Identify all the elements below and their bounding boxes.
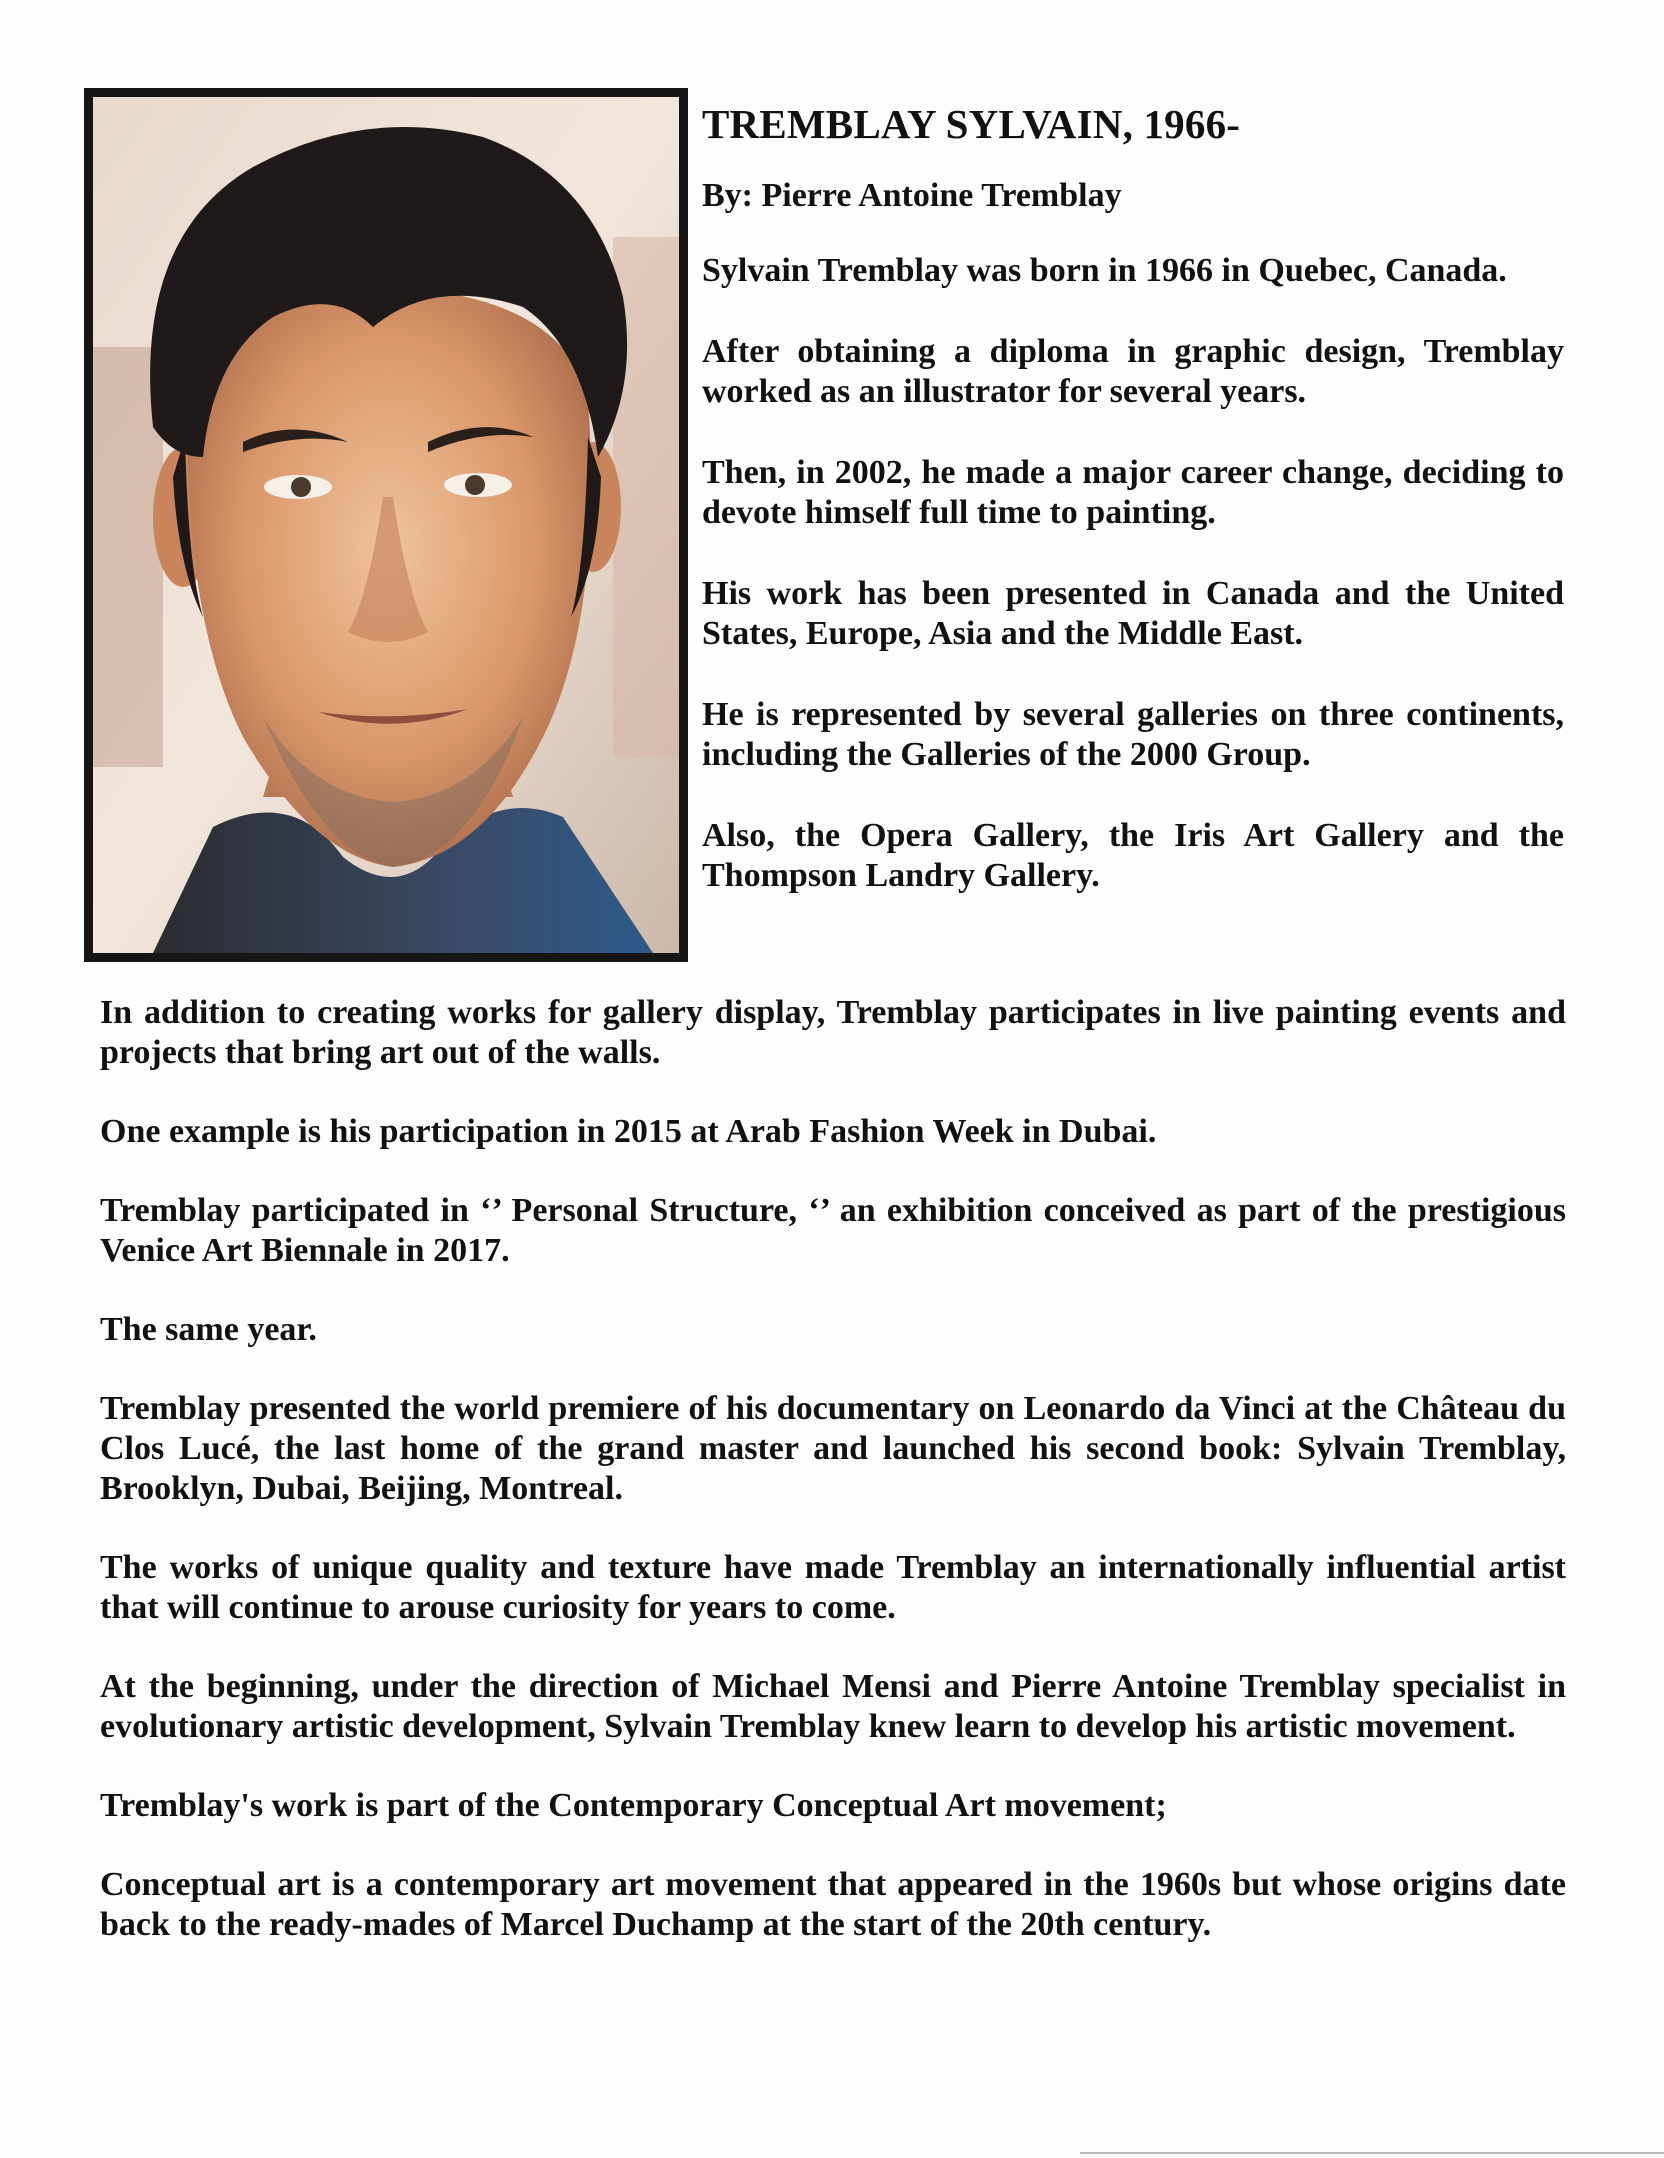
body-text xyxy=(100,993,1566,1984)
intro-paragraph: Sylvain Tremblay was born in 1966 in Quebec, Canada. xyxy=(702,252,1507,289)
author-byline: By: Pierre Antoine Tremblay xyxy=(702,177,1122,214)
intro-paragraph: After obtaining a diploma in graphic design, Tremblay worked as an illustrator for several years. xyxy=(702,333,1564,410)
document-title: TREMBLAY SYLVAIN, 1966- xyxy=(702,101,1241,147)
body-paragraph: The same year. xyxy=(100,1311,317,1348)
body-paragraph: The works of unique quality and texture have made Tremblay an internationally influential artist that will continue to arouse curiosity for years to come. xyxy=(100,1549,1566,1626)
portrait-illustration xyxy=(93,97,679,953)
intro-paragraph: He is represented by several galleries on three continents, including the Galleries of the 2000 Group. xyxy=(702,696,1564,773)
intro-column xyxy=(702,100,1564,896)
body-paragraph: In addition to creating works for gallery display, Tremblay participates in live painting events and projects that bring art out of the walls. xyxy=(100,994,1566,1071)
artist-portrait-photo xyxy=(84,88,688,962)
body-paragraph: At the beginning, under the direction of Michael Mensi and Pierre Antoine Tremblay specialist in evolutionary artistic development, Sylvain Tremblay knew learn to develop his artistic movement. xyxy=(100,1668,1566,1745)
intro-paragraph: His work has been presented in Canada and the United States, Europe, Asia and the Middle East. xyxy=(702,575,1564,652)
intro-paragraph: Also, the Opera Gallery, the Iris Art Gallery and the Thompson Landry Gallery. xyxy=(702,817,1564,894)
body-paragraph: Tremblay's work is part of the Contemporary Conceptual Art movement; xyxy=(100,1787,1167,1824)
body-paragraph: One example is his participation in 2015 at Arab Fashion Week in Dubai. xyxy=(100,1113,1157,1150)
body-paragraph: Tremblay participated in ‘’ Personal Structure, ‘’ an exhibition conceived as part of the prestigious Venice Art Biennale in 2017. xyxy=(100,1192,1566,1269)
scan-edge-divider xyxy=(1080,2152,1664,2154)
body-paragraph: Conceptual art is a contemporary art movement that appeared in the 1960s but whose origins date back to the ready-mades of Marcel Duchamp at the start of the 20th century. xyxy=(100,1866,1566,1943)
body-paragraph: Tremblay presented the world premiere of his documentary on Leonardo da Vinci at the Château du Clos Lucé, the last home of the grand master and launched his second book: Sylvain Tremblay, Brooklyn, Dubai, Beijing, Montreal. xyxy=(100,1390,1566,1507)
intro-paragraph: Then, in 2002, he made a major career change, deciding to devote himself full time to painting. xyxy=(702,454,1564,531)
